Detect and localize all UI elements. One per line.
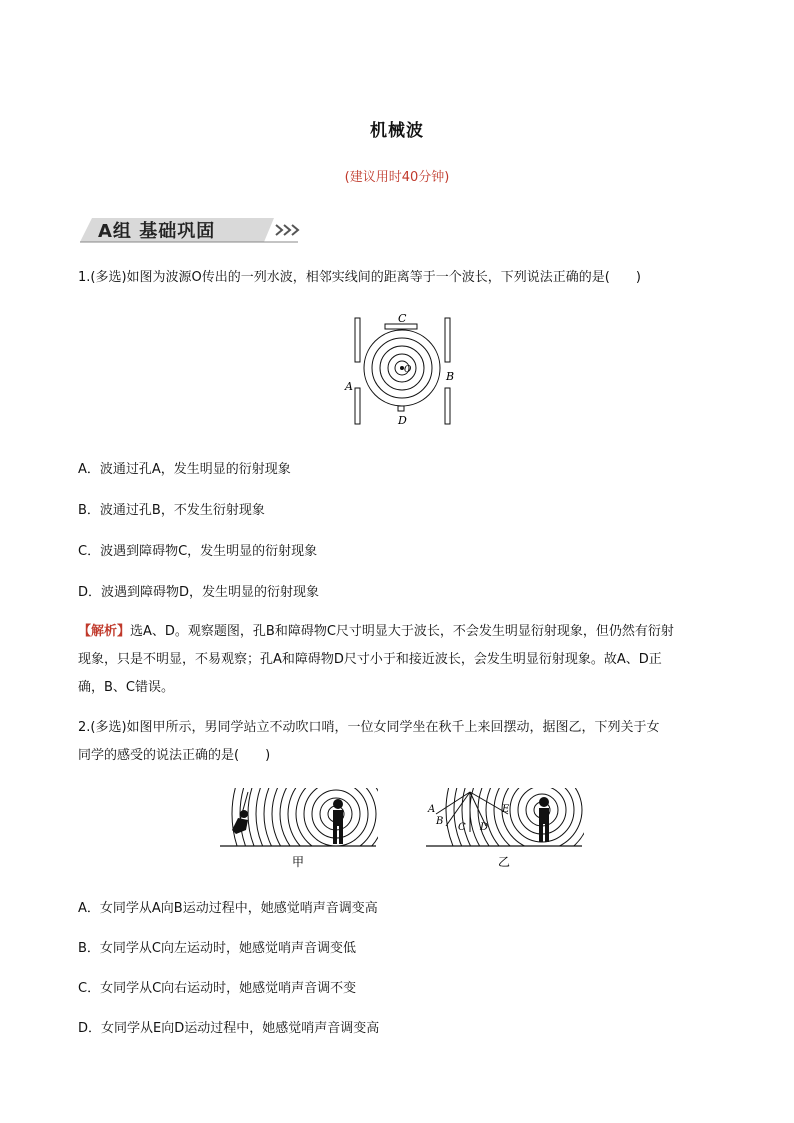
q2-figure-yi bbox=[424, 788, 584, 872]
label-yi: 乙 bbox=[498, 855, 511, 869]
q1-option-a: A．波通过孔A，发生明显的衍射现象 bbox=[78, 462, 291, 477]
recommended-time: (建议用时40分钟) bbox=[344, 170, 450, 185]
q1-option-c: C．波遇到障碍物C，发生明显的衍射现象 bbox=[78, 544, 318, 559]
yi-label-e: E bbox=[502, 804, 510, 815]
page-title: 机械波 bbox=[370, 121, 424, 141]
q1-wave-figure bbox=[340, 308, 460, 428]
analysis-line-2: 现象，只是不明显，不易观察；孔A和障碍物D尺寸小于和接近波长，会发生明显衍射现象。故A、D正 bbox=[78, 652, 662, 667]
q1-label-b: B bbox=[446, 370, 455, 383]
q1-option-b: B．波通过孔B，不发生衍射现象 bbox=[78, 503, 265, 518]
analysis-line-1: 选A、D。观察题图，孔B和障碍物C尺寸明显大于波长，不会发生明显衍射现象，但仍然有衍射 bbox=[130, 624, 674, 639]
q2-stem-line-2: 同学的感受的说法正确的是( ) bbox=[78, 748, 271, 763]
q2-figure-jia bbox=[218, 788, 378, 872]
analysis-line-3: 确，B、C错误。 bbox=[78, 680, 174, 695]
boy-whistling-icon bbox=[333, 799, 343, 844]
q1-label-a: A bbox=[345, 380, 353, 393]
q2-stem-line-1: 2.(多选)如图甲所示，男同学站立不动吹口哨，一位女同学坐在秋千上来回摆动，据图乙，下列关于女 bbox=[78, 720, 660, 735]
boy-whistling-icon bbox=[539, 797, 549, 842]
q1-label-o: O bbox=[404, 365, 412, 375]
q2-option-b: B．女同学从C向左运动时，她感觉哨声音调变低 bbox=[78, 941, 356, 956]
yi-label-b: B bbox=[436, 816, 444, 827]
q2-option-d: D．女同学从E向D运动过程中，她感觉哨声音调变高 bbox=[78, 1021, 380, 1036]
q1-option-d: D．波遇到障碍物D，发生明显的衍射现象 bbox=[78, 585, 320, 600]
q1-analysis bbox=[78, 618, 718, 702]
q2-option-c: C．女同学从C向右运动时，她感觉哨声音调不变 bbox=[78, 981, 357, 996]
yi-label-c: C bbox=[458, 822, 466, 833]
label-jia: 甲 bbox=[292, 855, 305, 869]
analysis-tag: 【解析】 bbox=[78, 624, 131, 639]
yi-label-d: D bbox=[480, 822, 489, 833]
section-banner bbox=[78, 216, 300, 244]
q1-label-c: C bbox=[398, 312, 407, 325]
q2-stem bbox=[78, 714, 718, 770]
q2-option-a: A．女同学从A向B运动过程中，她感觉哨声音调变高 bbox=[78, 901, 378, 916]
yi-label-a: A bbox=[428, 804, 436, 815]
q1-stem: 1.(多选)如图为波源O传出的一列水波，相邻实线间的距离等于一个波长，下列说法正确的是( ) bbox=[78, 270, 641, 285]
section-label: A组 基础巩固 bbox=[98, 221, 216, 242]
q1-label-d: D bbox=[398, 414, 407, 427]
